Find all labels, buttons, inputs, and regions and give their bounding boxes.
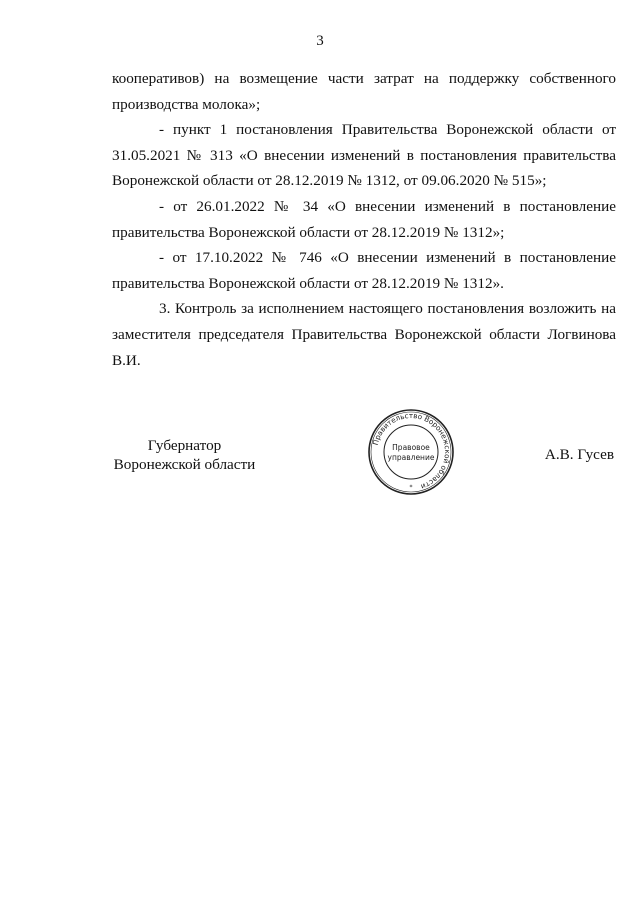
official-stamp — [366, 407, 456, 497]
paragraph-item-313: - пункт 1 постановления Правительства Воронежской области от 31.05.2021 № 313 «О внесении изменений в постановления правительства Воронежской области от 28.12.2019 № 1312, от 09.06.2020 № 515»; — [112, 121, 616, 190]
stamp-center-line1: Правовое — [392, 443, 430, 452]
signatory-name: А.В. Гусев — [544, 446, 614, 463]
signatory-title-line2: Воронежской области — [113, 456, 256, 473]
signature-block — [0, 410, 640, 512]
signatory-title-line1: Губернатор — [147, 437, 222, 454]
paragraph-control: 3. Контроль за исполнением настоящего постановления возложить на заместителя председателя Правительства Воронежской области Логвинова В.И. — [112, 300, 616, 369]
page-number: 3 — [316, 33, 324, 49]
paragraph-item-34: - от 26.01.2022 № 34 «О внесении изменений в постановление правительства Воронежской области от 28.12.2019 № 1312»; — [112, 197, 616, 241]
stamp-center-line2: управление — [387, 453, 435, 462]
stamp-ring-text: Правительство Воронежской области — [370, 410, 453, 492]
paragraph-item-746: - от 17.10.2022 № 746 «О внесении изменений в постановление правительства Воронежской области от 28.12.2019 № 1312». — [112, 249, 616, 292]
signatory-title — [112, 436, 257, 474]
stamp-star-icon: * — [409, 484, 413, 491]
paragraph-continuation: кооперативов) на возмещение части затрат на поддержку собственного производства молока»; — [112, 70, 616, 113]
document-body — [112, 66, 616, 373]
stamp-icon — [366, 407, 456, 497]
